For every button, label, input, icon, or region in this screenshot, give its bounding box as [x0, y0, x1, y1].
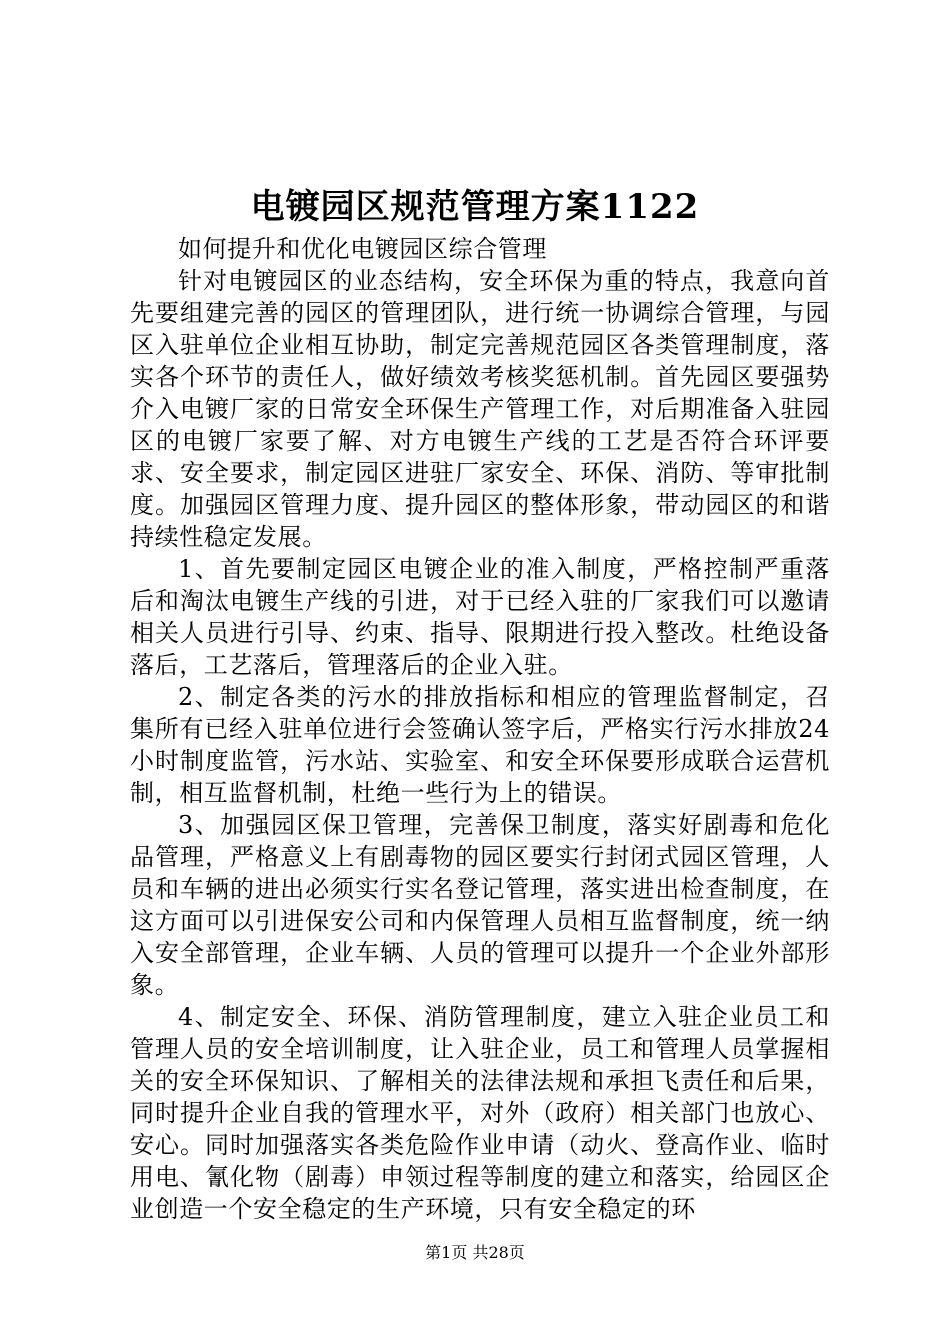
document-body [130, 233, 830, 1225]
paragraph-item-4: 4、制定安全、环保、消防管理制度，建立入驻企业员工和管理人员的安全培训制度，让入驻企业，员工和管理人员掌握相关的安全环保知识、了解相关的法律法规和承担飞责任和后果，同时提升企业自我的管理水平，对外（政府）相关部门也放心、安心。同时加强落实各类危险作业申请（动火、登高作业、临时用电、氰化物（剧毒）申领过程等制度的建立和落实，给园区企业创造一个安全稳定的生产环境，只有安全稳定的环 [130, 1003, 830, 1223]
document-title: 电镀园区规范管理方案1122 [250, 187, 700, 227]
paragraph-item-2: 2、制定各类的污水的排放指标和相应的管理监督制定，召集所有已经入驻单位进行会签确认签字后，严格实行污水排放24小时制度监管，污水站、实验室、和安全环保要形成联合运营机制，相互监督机制，杜绝一些行为上的错误。 [130, 683, 830, 807]
paragraph-item-1: 1、首先要制定园区电镀企业的准入制度，严格控制严重落后和淘汰电镀生产线的引进，对于已经入驻的厂家我们可以邀请相关人员进行引导、约束、指导、限期进行投入整改。杜绝设备落后，工艺落后，管理落后的企业入驻。 [130, 555, 830, 679]
paragraph-heading: 如何提升和优化电镀园区综合管理 [178, 235, 547, 263]
paragraph-item-3: 3、加强园区保卫管理，完善保卫制度，落实好剧毒和危化品管理，严格意义上有剧毒物的园区要实行封闭式园区管理，人员和车辆的进出必须实行实名登记管理，落实进出检查制度，在这方面可以引进保安公司和内保管理人员相互监督制度，统一纳入安全部管理，企业车辆、人员的管理可以提升一个企业外部形象。 [130, 811, 830, 999]
page-number-footer: 第1页 共28页 [425, 1243, 525, 1262]
paragraph-intro: 针对电镀园区的业态结构，安全环保为重的特点，我意向首先要组建完善的园区的管理团队，进行统一协调综合管理，与园区入驻单位企业相互协助，制定完善规范园区各类管理制度，落实各个环节的责任人，做好绩效考核奖惩机制。首先园区要强势介入电镀厂家的日常安全环保生产管理工作，对后期准备入驻园区的电镀厂家要了解、对方电镀生产线的工艺是否符合环评要求、安全要求，制定园区进驻厂家安全、环保、消防、等审批制度。加强园区管理力度、提升园区的整体形象，带动园区的和谐持续性稳定发展。 [130, 267, 830, 551]
